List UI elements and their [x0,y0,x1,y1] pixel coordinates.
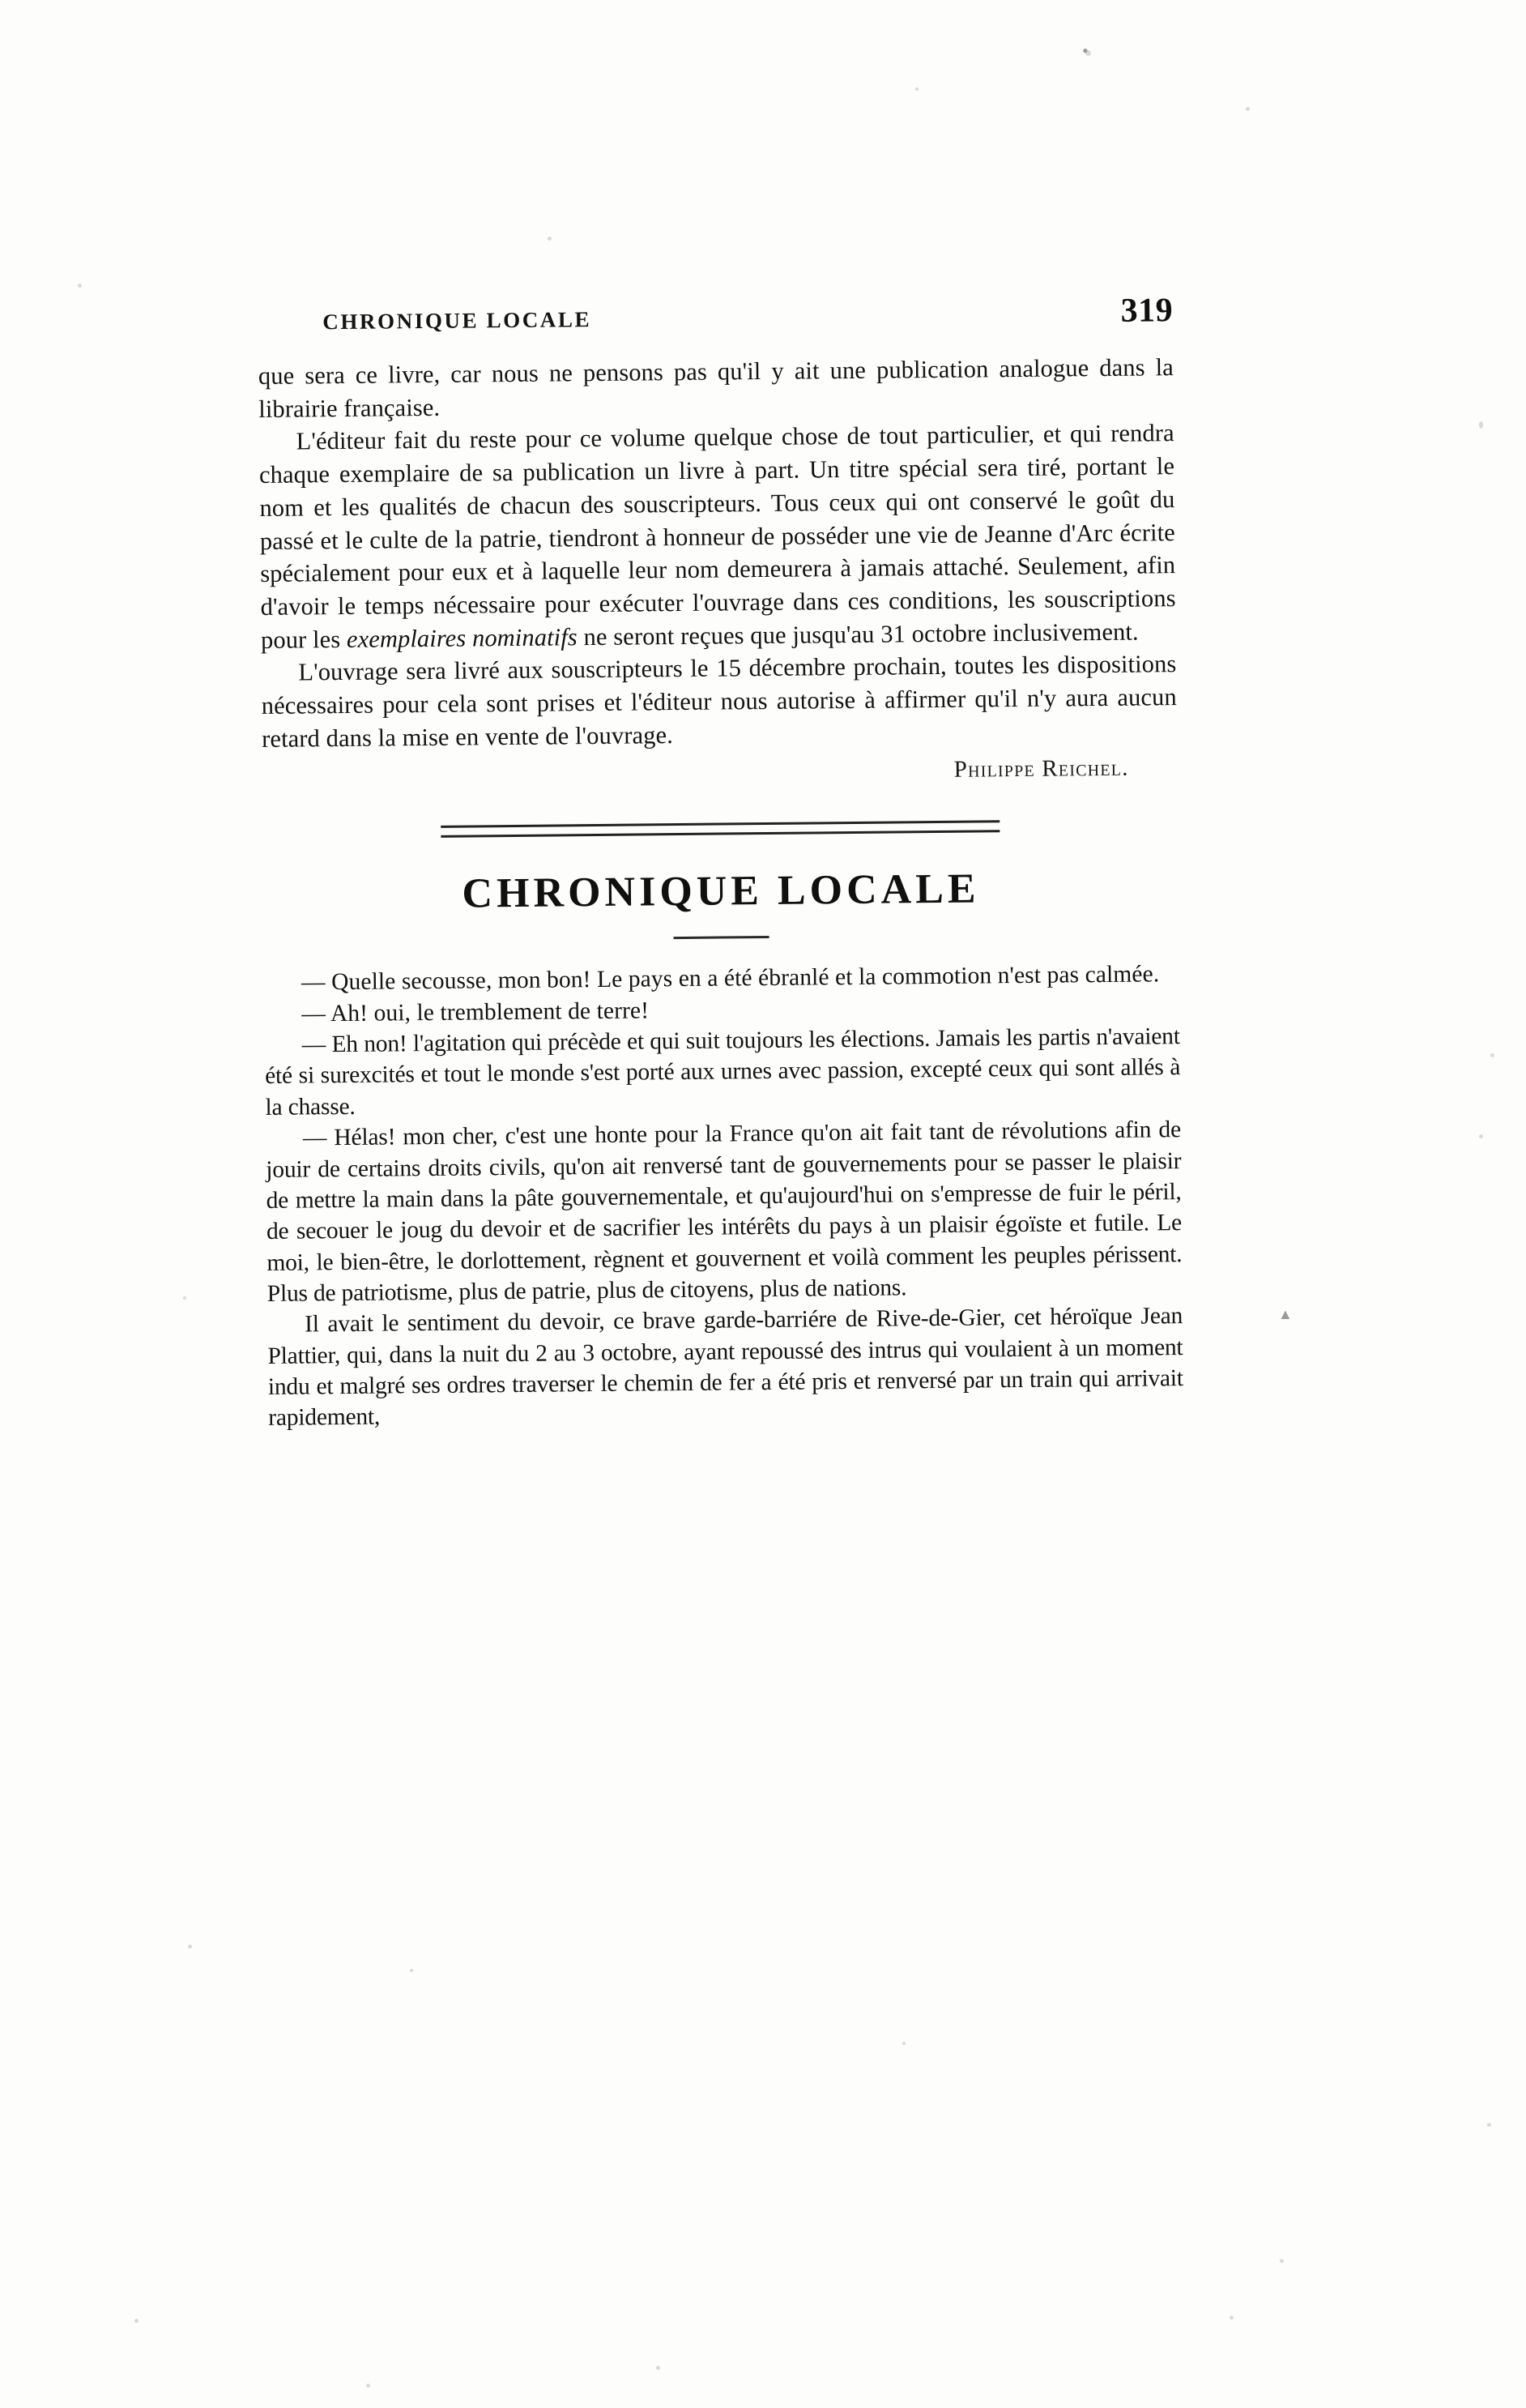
article-signature: Philippe Reichel. [953,755,1129,783]
section-title: CHRONIQUE LOCALE [462,865,980,918]
scan-mark-top-dot: • [1082,41,1089,61]
scan-mark-right-caret: ▲ [1278,1306,1293,1322]
page-number: 319 [1120,292,1174,330]
scan-speck [366,2384,370,2388]
scan-speck [1280,2259,1284,2263]
scan-speck [915,88,919,91]
scan-speck [656,2366,660,2370]
scan-speck [134,2319,139,2323]
paragraph-2-text: L'éditeur fait du reste pour ce volume quelque chose de tout particulier, et qui rendra chaque exemplaire de sa publication un livre à part. Un titre spécial sera tiré, portant le nom et les qualités de chacun des souscripteurs. Tous ceux qui ont conservé le goût du passé et le culte de la patrie, tiendront à honneur de posséder une vie de Jeanne d'Arc écrite spécialement pour eux et à laquelle leur nom demeurera à jamais attaché. Seulement, afin d'avoir le temps nécessaire pour exécuter l'ouvrage dans ces conditions, les souscriptions pour les [258,419,1176,654]
scan-speck [1487,2123,1491,2127]
paragraph-1: que sera ce livre, car nous ne pensons pas qu'il y ait une publication analogue dans la librairie française. [258,353,1174,423]
scan-speck [1490,1053,1494,1057]
section-subrule [674,936,769,939]
scan-speck [1479,1134,1483,1138]
chronicle-paragraph-4: — Hélas! mon cher, c'est une honte pour la France qu'on ait fait tant de révolutions afin de jouir de certains droits civils, qu'on ait renversé tant de gouvernements pour se passer le plaisir de mettre la main dans la pâte gouvernementale, et qu'aujourd'hui on s'empresse de fuir le péril, de secouer le joug du devoir et de sacrifier les intérêts du pays à un plaisir égoïste et futile. Le moi, le bien-être, le dorlottement, règnent et gouvernent et voilà comment les peuples périssent. Plus de patriotisme, plus de patrie, plus de citoyens, plus de nations. [266,1116,1183,1307]
chronicle-paragraph-2: — Ah! oui, le tremblement de terre! [301,997,650,1027]
paragraph-3: L'ouvrage sera livré aux souscripteurs le 15 décembre prochain, toutes les dispositions nécessaires pour cela sont prises et l'éditeur nous autorise à affirmer qu'il n'y aura aucun retard dans la mise en vente de l'ouvrage. [261,650,1177,753]
scan-speck [902,2042,906,2045]
scan-speck [410,1969,413,1972]
scan-speck [548,237,552,241]
section-divider-rule [441,821,1000,839]
scan-speck [1230,2316,1234,2320]
scan-speck [1479,421,1483,429]
scan-speck [78,284,82,288]
scan-speck [1246,107,1250,111]
scan-speck [188,1945,192,1949]
running-head-title: CHRONIQUE LOCALE [322,307,592,335]
document-body [258,291,1183,1433]
chronicle-paragraph-5: Il avait le sentiment du devoir, ce brave garde-barriére de Rive-de-Gier, cet héroïque Jean Plattier, qui, dans la nuit du 2 au 3 octobre, ayant repoussé des intrus qui voulaient à un moment indu et malgré ses ordres traverser le chemin de fer a été pris et renversé par un train qui arrivait rapidement, [267,1303,1183,1432]
paragraph-2-italic: exemplaires nominatifs [346,622,578,653]
chronicle-paragraph-3: — Eh non! l'agitation qui précède et qui suit toujours les élections. Jamais les partis n'avaient été si surexcités et tout le monde s'est porté aux urnes avec passion, excepté ceux qui sont allés à la chasse. [265,1023,1181,1121]
scan-speck [183,1296,186,1300]
chronicle-body [264,959,1183,1434]
paragraph-2 [258,417,1176,657]
chronicle-paragraph-1: — Quelle secousse, mon bon! Le pays en a été ébranlé et la commotion n'est pas calmée. [301,961,1160,996]
running-head [258,291,1173,339]
paragraph-2-tail: ne seront reçues que jusqu'au 31 octobre inclusivement. [577,617,1139,651]
